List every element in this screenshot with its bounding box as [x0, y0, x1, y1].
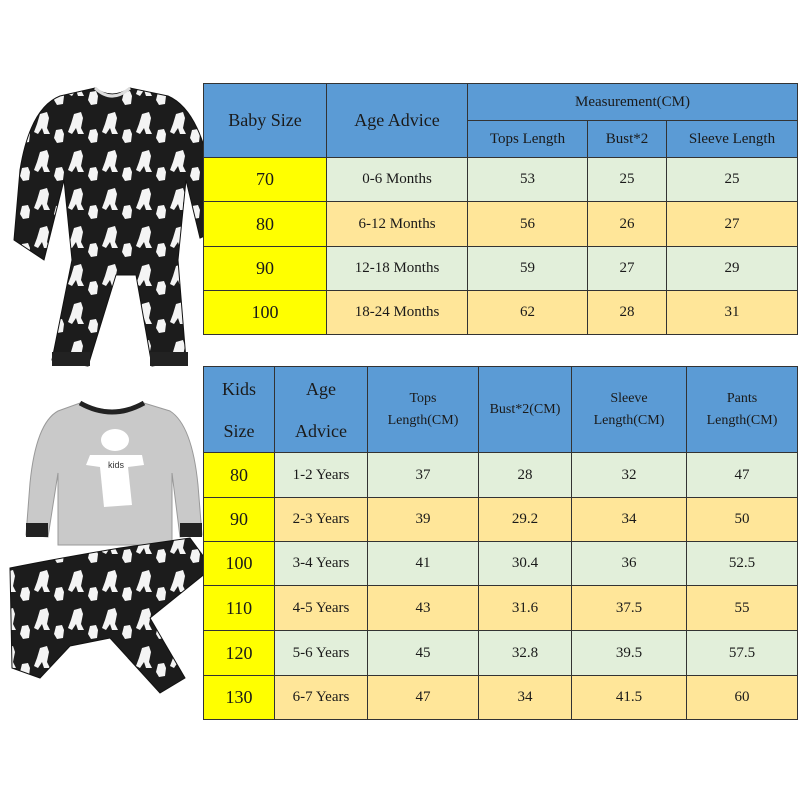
table-row	[204, 631, 798, 676]
sweatshirt-print-text: kids	[108, 460, 125, 470]
header-tops-length: Tops Length	[468, 121, 588, 158]
size-cell: 110	[204, 586, 275, 631]
sleeve-cell: 27	[667, 202, 798, 247]
pants-cell: 60	[687, 676, 798, 720]
header-sleeve-length: Sleeve Length	[667, 121, 798, 158]
tops-cell: 39	[368, 498, 479, 542]
size-cell: 70	[204, 158, 327, 202]
age-cell: 18-24 Months	[327, 291, 468, 335]
tops-cell: 47	[368, 676, 479, 720]
age-cell: 6-7 Years	[275, 676, 368, 720]
tops-cell: 62	[468, 291, 588, 335]
size-cell: 80	[204, 202, 327, 247]
size-cell: 120	[204, 631, 275, 676]
pants-cell: 55	[687, 586, 798, 631]
size-cell: 130	[204, 676, 275, 720]
age-cell: 4-5 Years	[275, 586, 368, 631]
header-kids-size	[204, 367, 275, 453]
table-row	[204, 676, 798, 720]
header-pants-line2: Length(CM)	[706, 412, 778, 428]
header-pants-length	[687, 367, 798, 453]
tops-cell: 53	[468, 158, 588, 202]
kids-size-table	[203, 366, 798, 720]
header-sleeve-line1: Sleeve	[610, 390, 648, 406]
sleeve-cell: 41.5	[572, 676, 687, 720]
bust-cell: 27	[588, 247, 667, 291]
tops-cell: 59	[468, 247, 588, 291]
table-row	[204, 158, 798, 202]
header-age-advice: Age Advice	[327, 84, 468, 158]
table-row	[204, 498, 798, 542]
table-row	[204, 291, 798, 335]
sleeve-cell: 37.5	[572, 586, 687, 631]
bust-cell: 32.8	[479, 631, 572, 676]
bust-cell: 29.2	[479, 498, 572, 542]
header-kids-size-line2: Size	[223, 420, 255, 441]
header-tops-line2: Length(CM)	[387, 412, 459, 428]
age-cell: 6-12 Months	[327, 202, 468, 247]
header-sleeve-length	[572, 367, 687, 453]
bust-cell: 28	[588, 291, 667, 335]
sleeve-cell: 34	[572, 498, 687, 542]
bust-cell: 31.6	[479, 586, 572, 631]
baby-romper-image	[0, 70, 225, 375]
header-tops-length	[368, 367, 479, 453]
tops-cell: 41	[368, 542, 479, 586]
size-cell: 100	[204, 291, 327, 335]
header-pants-line1: Pants	[726, 390, 758, 406]
header-bust: Bust*2	[588, 121, 667, 158]
bust-cell: 34	[479, 676, 572, 720]
tops-cell: 56	[468, 202, 588, 247]
tops-cell: 43	[368, 586, 479, 631]
tops-cell: 45	[368, 631, 479, 676]
age-cell: 0-6 Months	[327, 158, 468, 202]
header-age-advice-line1: Age	[306, 378, 336, 399]
header-age-advice	[275, 367, 368, 453]
bust-cell: 25	[588, 158, 667, 202]
kids-pants-image	[0, 528, 215, 698]
header-kids-size-line1: Kids	[221, 378, 256, 399]
header-age-advice-line2: Advice	[295, 420, 347, 441]
sleeve-cell: 36	[572, 542, 687, 586]
size-cell: 80	[204, 453, 275, 498]
bust-cell: 28	[479, 453, 572, 498]
header-measurement: Measurement(CM)	[468, 84, 798, 121]
baby-size-table	[203, 83, 798, 335]
table-row	[204, 202, 798, 247]
table-row	[204, 453, 798, 498]
size-cell: 90	[204, 498, 275, 542]
header-sleeve-line2: Length(CM)	[593, 412, 665, 428]
bust-cell: 30.4	[479, 542, 572, 586]
pants-cell: 52.5	[687, 542, 798, 586]
kids-sweatshirt-image	[20, 395, 205, 550]
sleeve-cell: 39.5	[572, 631, 687, 676]
sleeve-cell: 32	[572, 453, 687, 498]
table-row	[204, 247, 798, 291]
bust-cell: 26	[588, 202, 667, 247]
pants-cell: 47	[687, 453, 798, 498]
table-row	[204, 542, 798, 586]
age-cell: 2-3 Years	[275, 498, 368, 542]
age-cell: 3-4 Years	[275, 542, 368, 586]
pants-cell: 50	[687, 498, 798, 542]
size-cell: 100	[204, 542, 275, 586]
sleeve-cell: 25	[667, 158, 798, 202]
table-row	[204, 586, 798, 631]
sleeve-cell: 31	[667, 291, 798, 335]
sleeve-cell: 29	[667, 247, 798, 291]
size-cell: 90	[204, 247, 327, 291]
age-cell: 12-18 Months	[327, 247, 468, 291]
pants-cell: 57.5	[687, 631, 798, 676]
header-bust: Bust*2(CM)	[479, 367, 572, 453]
age-cell: 5-6 Years	[275, 631, 368, 676]
header-tops-line1: Tops	[409, 390, 437, 406]
age-cell: 1-2 Years	[275, 453, 368, 498]
tops-cell: 37	[368, 453, 479, 498]
header-baby-size: Baby Size	[204, 84, 327, 158]
